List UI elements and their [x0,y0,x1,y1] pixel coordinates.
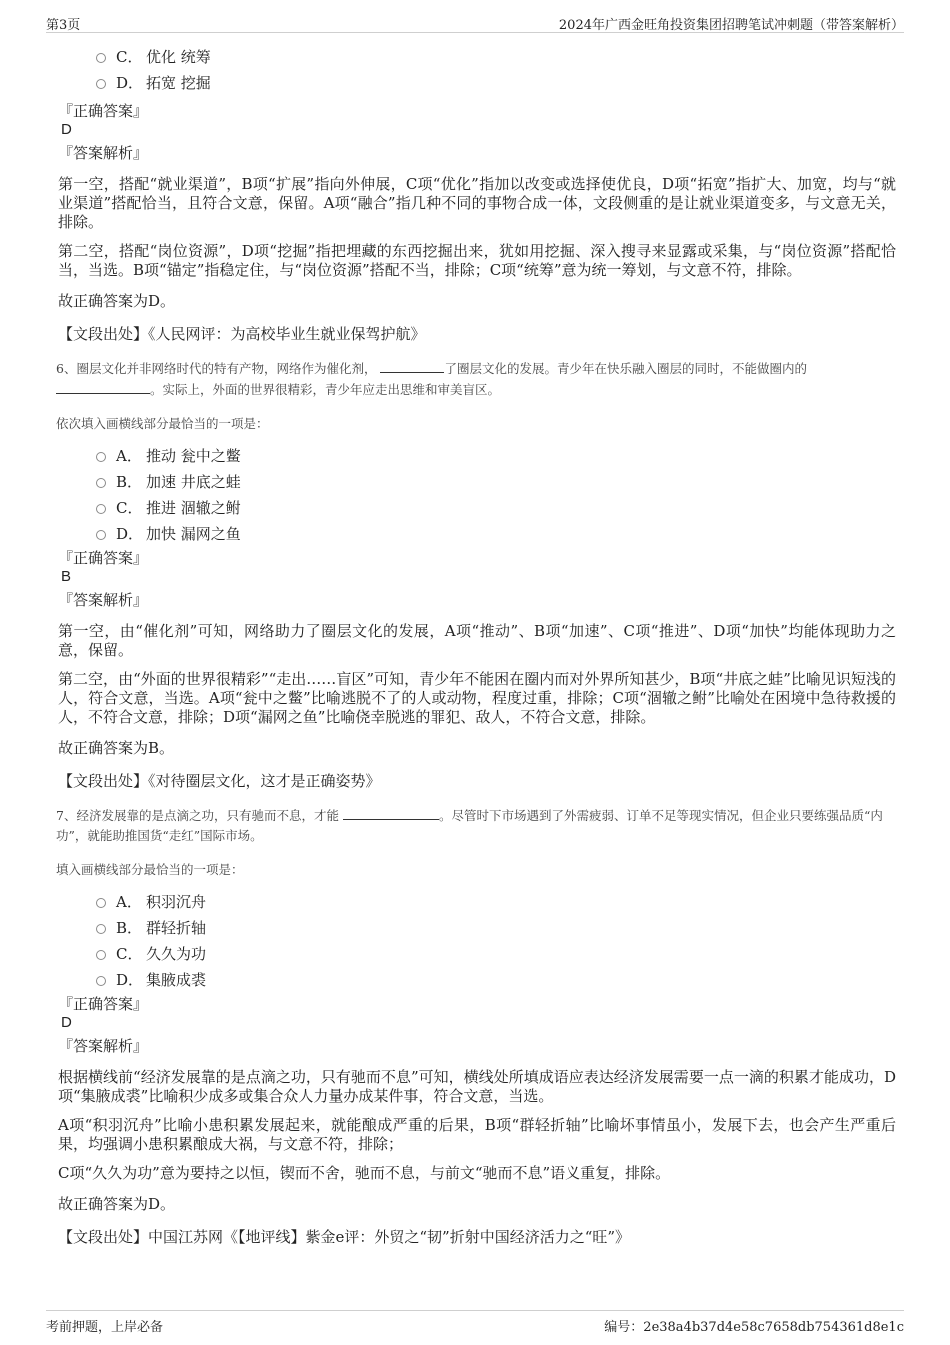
answer-label: 『正确答案』 [58,549,149,567]
answer-value: B [61,568,72,585]
q7-option-c[interactable]: C． 久久为功 [96,940,896,966]
q7-option-b[interactable]: B． 群轻折轴 [96,914,896,940]
question-7-stem: 7、经济发展靠的是点滴之功，只有驰而不息，才能 。尽管时下市场遇到了外需疲弱、订单不足等现实情况，但企业只要练强品质“内功”，就能助推国货“走红”国际市场。 [56,805,896,846]
conclusion: 故正确答案为B。 [58,739,175,757]
radio-icon[interactable] [96,478,106,488]
page-content [56,40,896,1247]
answer-label: 『正确答案』 [58,102,149,120]
radio-icon[interactable] [96,53,106,63]
q7-options [96,888,896,992]
q6-option-c[interactable]: C． 推进 涸辙之鲋 [96,494,896,520]
document-title: 2024年广西金旺角投资集团招聘笔试冲刺题（带答案解析） [558,18,904,33]
source: 【文段出处】中国江苏网《【地评线】紫金e评：外贸之“韧”折射中国经济活力之“旺”》 [58,1228,631,1246]
q7-option-a[interactable]: A． 积羽沉舟 [96,888,896,914]
footer-slogan: 考前押题，上岸必备 [46,1320,164,1335]
analysis-label: 『答案解析』 [58,591,149,609]
radio-icon[interactable] [96,924,106,934]
analysis-paragraph: 第一空，由“催化剂”可知，网络助力了圈层文化的发展，A项“推动”、B项“加速”、C项“推进”、D项“加快”均能体现助力之意，保留。 [58,622,896,659]
q5-option-d[interactable]: D． 拓宽 挖掘 [96,69,896,95]
fill-blank [343,805,439,820]
answer-value: D [61,1014,72,1031]
question-6-stem: 6、圈层文化并非网络时代的特有产物，网络作为催化剂， 了圈层文化的发展。青少年在快乐融入圈层的同时，不能做圈内的 。实际上，外面的世界很精彩，青少年应走出思维和审美盲区。 [56,358,896,400]
radio-icon[interactable] [96,452,106,462]
source: 【文段出处】《对待圈层文化，这才是正确姿势》 [58,772,381,790]
question-instruction: 依次填入画横线部分最恰当的一项是： [56,416,269,431]
analysis-paragraph: 第一空，搭配“就业渠道”，B项“扩展”指向外伸展，C项“优化”指加以改变或选择使优良，D项“拓宽”指扩大、加宽，均与“就业渠道”搭配恰当，且符合文意，保留。A项“融合”指几种不同的事物合成一体，文段侧重的是让就业渠道变多，与文意无关，排除。 [58,175,896,231]
q6-option-a[interactable]: A． 推动 瓮中之鳖 [96,442,896,468]
fill-blank [380,358,444,373]
answer-label: 『正确答案』 [58,995,149,1013]
fill-blank [56,379,150,394]
page-footer [46,1310,904,1333]
radio-icon[interactable] [96,976,106,986]
q5-options [96,43,896,95]
q7-option-d[interactable]: D． 集腋成裘 [96,966,896,992]
answer-value: D [61,121,72,138]
conclusion: 故正确答案为D。 [58,292,176,310]
analysis-paragraph: A项“积羽沉舟”比喻小患积累发展起来，就能酿成严重的后果，B项“群轻折轴”比喻坏事情虽小，发展下去，也会产生严重后果，均强调小患积累酿成大祸，与文意不符，排除； [58,1116,896,1153]
analysis-paragraph: 第二空，由“外面的世界很精彩”“走出……盲区”可知，青少年不能困在圈内而对外界所知甚少，B项“井底之蛙”比喻见识短浅的人，符合文意，当选。A项“瓮中之鳖”比喻逃脱不了的人或动物，程度过重，排除；C项“涸辙之鲋”比喻处在困境中急待救援的人，不符合文意，排除；D项“漏网之鱼”比喻侥幸脱逃的罪犯、敌人，不符合文意，排除。 [58,670,896,726]
q5-option-c[interactable]: C． 优化 统筹 [96,43,896,69]
page-number: 第3页 [46,18,81,33]
analysis-label: 『答案解析』 [58,144,149,162]
radio-icon[interactable] [96,504,106,514]
page-header [46,10,904,33]
analysis-paragraph: 第二空，搭配“岗位资源”，D项“挖掘”指把埋藏的东西挖掘出来，犹如用挖掘、深入搜寻来显露或采集，与“岗位资源”搭配恰当，当选。B项“锚定”指稳定住，与“岗位资源”搭配不当，排除；C项“统筹”意为统一筹划，与文意不符，排除。 [58,242,896,279]
source: 【文段出处】《人民网评：为高校毕业生就业保驾护航》 [58,325,426,343]
question-instruction: 填入画横线部分最恰当的一项是： [56,862,244,877]
analysis-label: 『答案解析』 [58,1037,149,1055]
radio-icon[interactable] [96,898,106,908]
q6-option-b[interactable]: B． 加速 井底之蛙 [96,468,896,494]
radio-icon[interactable] [96,79,106,89]
q6-options [96,442,896,546]
radio-icon[interactable] [96,950,106,960]
analysis-paragraph: C项“久久为功”意为要持之以恒，锲而不舍，驰而不息，与前文“驰而不息”语义重复，排除。 [58,1164,671,1182]
conclusion: 故正确答案为D。 [58,1195,176,1213]
radio-icon[interactable] [96,530,106,540]
analysis-paragraph: 根据横线前“经济发展靠的是点滴之功，只有驰而不息”可知，横线处所填成语应表达经济发展需要一点一滴的积累才能成功，D项“集腋成裘”比喻积少成多或集合众人力量办成某件事，符合文意，当选。 [58,1068,896,1105]
q6-option-d[interactable]: D． 加快 漏网之鱼 [96,520,896,546]
document-code: 编号：2e38a4b37d4e58c7658db754361d8e1c [604,1320,904,1335]
